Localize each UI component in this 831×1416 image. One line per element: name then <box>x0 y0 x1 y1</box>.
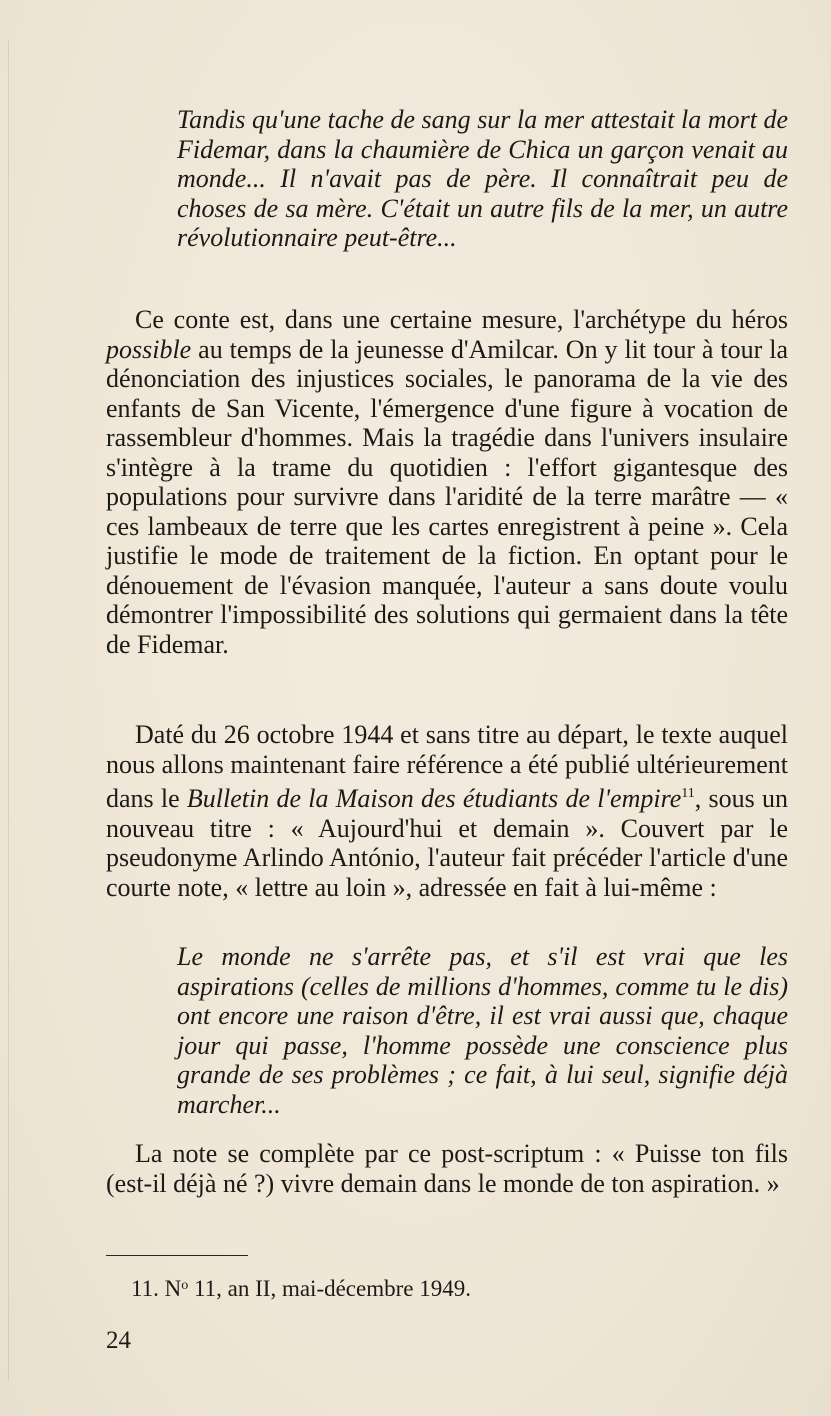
italic-emphasis: possible <box>106 334 192 364</box>
epigraph-quote <box>177 105 788 253</box>
footnote-divider <box>106 1255 248 1256</box>
footnote-text: 11, an II, mai-décembre 1949. <box>188 1276 471 1301</box>
paragraph-bulletin <box>106 720 788 902</box>
footnote-reference: 11 <box>681 786 695 801</box>
footnote-number: 11. <box>131 1276 159 1301</box>
paragraph-archetype <box>106 305 788 659</box>
footnote <box>131 1272 731 1303</box>
paragraph-text-part: au temps de la jeunesse d'Amilcar. On y lit tour à tour la dénonciation des injustices sociales, le panorama de la vie des enfants de San Vicente, l'émergence d'une figure à vocation de rassembleur d'hommes. Mais la tragédie dans l'univers insulaire s'intègre à la trame du quotidien : l'effort gigantesque des populations pour survivre dans l'aridité de la terre marâtre — « ces lambeaux de terre que les cartes enregistrent à peine ». Cela justifie le mode de traitement de la fiction. En optant pour le dénouement de l'évasion manquée, l'auteur a sans doute voulu démontrer l'impossibilité des solutions qui germaient dans la tête de Fidemar. <box>106 334 788 659</box>
page-edge-shadow <box>8 40 9 1380</box>
page-number: 24 <box>106 1327 131 1354</box>
publication-title: Bulletin de la Maison des étudiants de l'empire <box>186 784 682 813</box>
paragraph-text-part: Daté du 26 octobre 1944 et sans titre au départ, le texte auquel nous allons maintenant faire référence a été publié ultérieurement dans le <box>106 720 788 813</box>
footnote-n-label: N <box>164 1276 182 1301</box>
paragraph-text-part: , sous un nouveau titre : « Aujourd'hui et demain ». Couvert par le pseudonyme Arlindo António, l'auteur fait précéder l'article d'une courte note, « lettre au loin », adressée en fait à lui-même : <box>106 784 788 902</box>
footnote-n-superscript: o <box>181 1278 189 1293</box>
paragraph-text: La note se complète par ce post-scriptum : « Puisse ton fils (est-il déjà né ?) vivre demain dans le monde de ton aspiration. » <box>106 1139 788 1198</box>
letter-quote-text: Le monde ne s'arrête pas, et s'il est vrai que les aspirations (celles de millions d'hommes, comme tu le dis) ont encore une raison d'être, il est vrai aussi que, chaque jour qui passe, l'homme possède une conscience plus grande de ses problèmes ; ce fait, à lui seul, signifie déjà marcher... <box>177 942 788 1119</box>
epigraph-quote-text: Tandis qu'une tache de sang sur la mer attestait la mort de Fidemar, dans la chaumière de Chica un garçon venait au monde... Il n'avait pas de père. Il connaîtrait peu de choses de sa mère. C'était un autre fils de la mer, un autre révolutionnaire peut-être... <box>177 105 788 252</box>
letter-quote <box>177 942 788 1119</box>
paragraph-postscript <box>106 1139 788 1198</box>
paragraph-text-part: Ce conte est, dans une certaine mesure, l'archétype du héros <box>135 305 788 334</box>
